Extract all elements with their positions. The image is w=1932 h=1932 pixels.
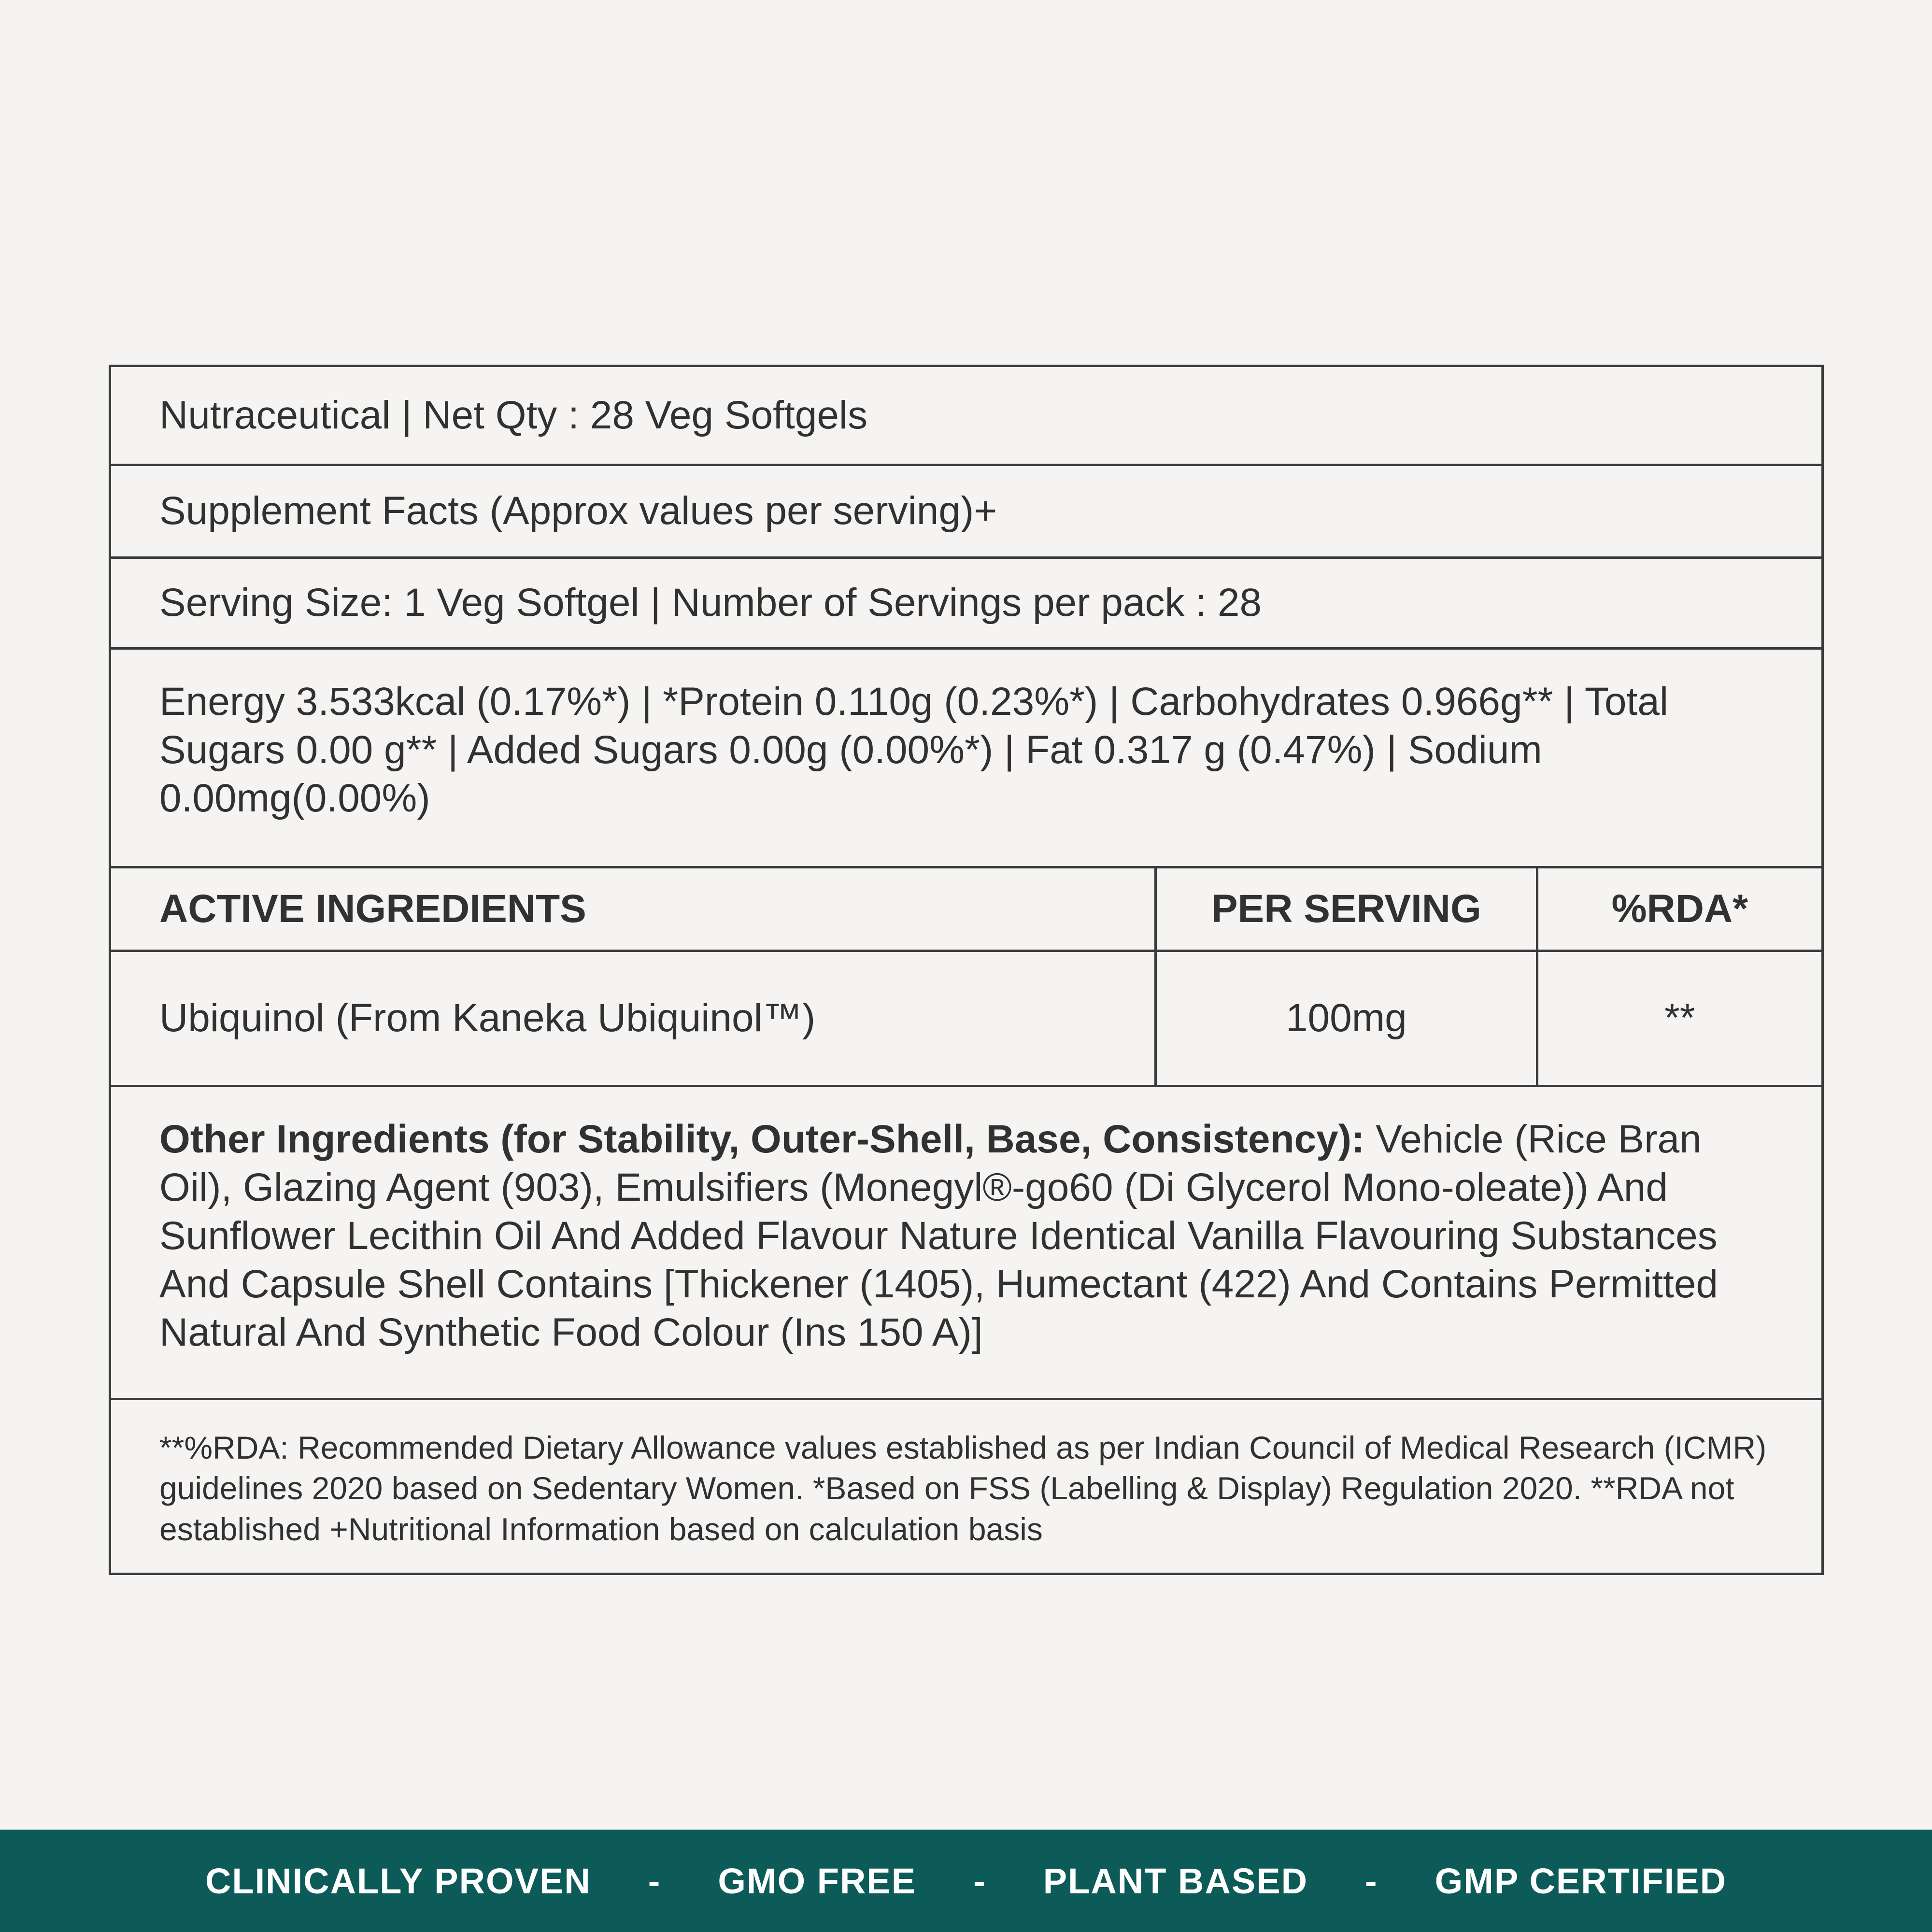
footer-item-gmo-free: GMO FREE bbox=[718, 1861, 917, 1901]
other-ingredients-text: Vehicle (Rice Bran Oil), Glazing Agent (903), Emulsifiers (Monegyl®-go60 (Di Glycerol Mono-oleate)) And Sunflower Lecithin Oil And Added Flavour Nature Identical Vanilla Flavouring Substances And Capsule Shell Contains [Thickener (1405), Humectant (422) And Contains Permitted Natural And Synthetic Food Colour (Ins 150 A)] bbox=[159, 1117, 1719, 1355]
footer-separator: - bbox=[973, 1861, 986, 1901]
footer-item-gmp-certified: GMP CERTIFIED bbox=[1435, 1861, 1727, 1901]
rda-footnote-row bbox=[111, 1398, 1821, 1573]
footer-separator: - bbox=[1365, 1861, 1378, 1901]
rda-footnote-text: **%RDA: Recommended Dietary Allowance values established as per Indian Council of Medical Research (ICMR) guidelines 2020 based on Sedentary Women. *Based on FSS (Labelling & Display) Regulation 2020. **RDA not established +Nutritional Information based on calculation basis bbox=[159, 1430, 1767, 1547]
header-rda: %RDA* bbox=[1536, 868, 1821, 950]
header-active-ingredients: ACTIVE INGREDIENTS bbox=[159, 886, 586, 931]
other-ingredients-row bbox=[111, 1085, 1821, 1398]
other-ingredients-heading: Other Ingredients (for Stability, Outer-Shell, Base, Consistency): bbox=[159, 1117, 1365, 1161]
serving-size-row bbox=[111, 556, 1821, 647]
footer-bar bbox=[0, 1830, 1932, 1932]
table-header-row bbox=[111, 866, 1821, 950]
ingredient-per-serving: 100mg bbox=[1154, 952, 1536, 1085]
ingredient-name: Ubiquinol (From Kaneka Ubiquinol™) bbox=[159, 996, 816, 1040]
nutrition-summary-text: Energy 3.533kcal (0.17%*) | *Protein 0.110g (0.23%*) | Carbohydrates 0.966g** | Total Sugars 0.00 g** | Added Sugars 0.00g (0.00%*) | Fat 0.317 g (0.47%) | Sodium 0.00mg(0.00%) bbox=[159, 680, 1669, 821]
supplement-facts-table bbox=[109, 365, 1824, 1575]
header-per-serving: PER SERVING bbox=[1154, 868, 1536, 950]
supplement-facts-text: Supplement Facts (Approx values per serving)+ bbox=[159, 489, 997, 533]
serving-size-text: Serving Size: 1 Veg Softgel | Number of Servings per pack : 28 bbox=[159, 581, 1262, 625]
ingredient-rda: ** bbox=[1536, 952, 1821, 1085]
product-type-row bbox=[111, 367, 1821, 464]
product-type-text: Nutraceutical | Net Qty : 28 Veg Softgels bbox=[159, 393, 868, 437]
ingredient-row-ubiquinol bbox=[111, 950, 1821, 1085]
supplement-facts-row bbox=[111, 464, 1821, 556]
footer-item-clinically-proven: CLINICALLY PROVEN bbox=[205, 1861, 591, 1901]
nutrition-summary-row bbox=[111, 647, 1821, 866]
footer-separator: - bbox=[648, 1861, 661, 1901]
footer-item-plant-based: PLANT BASED bbox=[1043, 1861, 1308, 1901]
